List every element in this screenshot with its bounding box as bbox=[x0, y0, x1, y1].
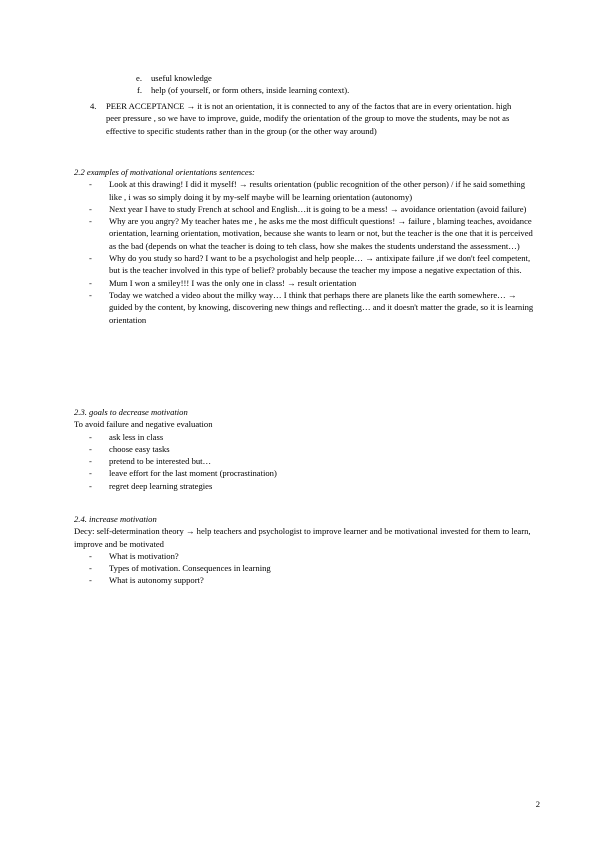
dash-bullet: - bbox=[89, 253, 92, 264]
dash-bullet: - bbox=[89, 277, 92, 288]
list-item-text: Mum I won a smiley!!! I was the only one in class! → result orientation bbox=[109, 277, 357, 288]
list-item-text: pretend to be interested but… bbox=[109, 456, 212, 467]
dash-bullet: - bbox=[89, 289, 92, 300]
list-item bbox=[74, 178, 534, 203]
list-item bbox=[74, 431, 534, 443]
dash-bullet: - bbox=[89, 456, 92, 467]
list-item-text: useful knowledge bbox=[151, 73, 212, 83]
list-item bbox=[74, 289, 534, 326]
section-heading: 2.2 examples of motivational orientations sentences: bbox=[74, 167, 255, 177]
list-item-text: Types of motivation. Consequences in learning bbox=[109, 563, 271, 574]
page-number: 2 bbox=[535, 799, 540, 809]
list-item bbox=[74, 455, 534, 467]
list-item bbox=[74, 215, 534, 252]
dash-bullet: - bbox=[89, 203, 92, 214]
dash-bullet: - bbox=[89, 443, 92, 454]
peer-acceptance-item bbox=[90, 100, 520, 137]
sub-list bbox=[120, 72, 540, 97]
list-item bbox=[74, 252, 534, 277]
section-2-4 bbox=[74, 513, 534, 587]
bullet-list bbox=[74, 178, 534, 326]
list-item-text: Why are you angry? My teacher hates me , he asks me the most difficult questions! → failure , blaming teaches, avoidance orientation, learning orientation, motivation, because she wants to learn or not, but the teacher is the one that it is perceived as the bad (depends on what the teacher is doing to teh class, how she makes the students understand the assessment…) bbox=[109, 216, 533, 251]
list-item-text: What is motivation? bbox=[109, 550, 179, 561]
dash-bullet: - bbox=[89, 216, 92, 227]
list-item-text: What is autonomy support? bbox=[109, 575, 204, 586]
list-item bbox=[74, 574, 534, 586]
dash-bullet: - bbox=[89, 575, 92, 586]
dash-bullet: - bbox=[89, 468, 92, 479]
list-item-text: Today we watched a video about the milky way… I think that perhaps there are planets like the earth somewhere… → guided by the content, by knowing, discovering new things and reflecting… and it doesn't matter the grade, so it is learning orientation bbox=[109, 289, 534, 325]
list-item bbox=[74, 550, 534, 562]
list-marker: e. bbox=[136, 73, 142, 83]
list-item-text: Next year I have to study French at school and English…it is going to be a mess! → avoidance orientation (avoid failure) bbox=[109, 203, 527, 214]
section-2-3 bbox=[74, 406, 534, 492]
list-item-text: ask less in class bbox=[109, 431, 164, 442]
bullet-list bbox=[74, 550, 534, 587]
dash-bullet: - bbox=[89, 550, 92, 561]
section-heading: 2.3. goals to decrease motivation bbox=[74, 407, 188, 417]
list-item bbox=[74, 562, 534, 574]
list-item bbox=[74, 480, 534, 492]
dash-bullet: - bbox=[89, 480, 92, 491]
list-item bbox=[120, 72, 540, 84]
bullet-list bbox=[74, 431, 534, 492]
list-marker: f. bbox=[136, 85, 142, 96]
peer-acceptance-text: PEER ACCEPTANCE → it is not an orientation, it is connected to any of the factos that are in every orientation. high peer pressure , so we have to improve, guide, modify the orientation of the group to move the students, may be not as effective to specific students rather than in the group (or the other way around) bbox=[106, 101, 512, 136]
list-item bbox=[74, 467, 534, 479]
dash-bullet: - bbox=[89, 179, 92, 190]
list-item bbox=[74, 277, 534, 289]
dash-bullet: - bbox=[89, 563, 92, 574]
list-item-text: leave effort for the last moment (procrastination) bbox=[109, 468, 277, 479]
section-2-2 bbox=[74, 166, 534, 326]
section-intro: Decy: self-determination theory → help teachers and psychologist to improve learner and be motivational invested for them to learn, improve and be motivated bbox=[74, 526, 531, 549]
list-item-text: regret deep learning strategies bbox=[109, 480, 213, 491]
list-item bbox=[74, 203, 534, 215]
list-item bbox=[74, 443, 534, 455]
list-number: 4. bbox=[90, 101, 97, 111]
list-item-text: choose easy tasks bbox=[109, 443, 170, 454]
dash-bullet: - bbox=[89, 431, 92, 442]
list-item-text: help (of yourself, or form others, inside learning context). bbox=[151, 85, 350, 96]
list-item-text: Why do you study so hard? I want to be a psychologist and help people… → antixipate failure ,if we don't feel competent, but is the teacher involved in this type of belief? probably because the teacher my impose a negative expectation of this. bbox=[109, 253, 531, 276]
list-item-text: Look at this drawing! I did it myself! → results orientation (public recognition of the other person) / if he said something like , i was so simply doing it by my-self maybe will be learning orientation (autonomy) bbox=[109, 179, 525, 202]
list-item bbox=[120, 84, 540, 96]
section-heading: 2.4. increase motivation bbox=[74, 514, 157, 524]
section-intro: To avoid failure and negative evaluation bbox=[74, 419, 213, 430]
